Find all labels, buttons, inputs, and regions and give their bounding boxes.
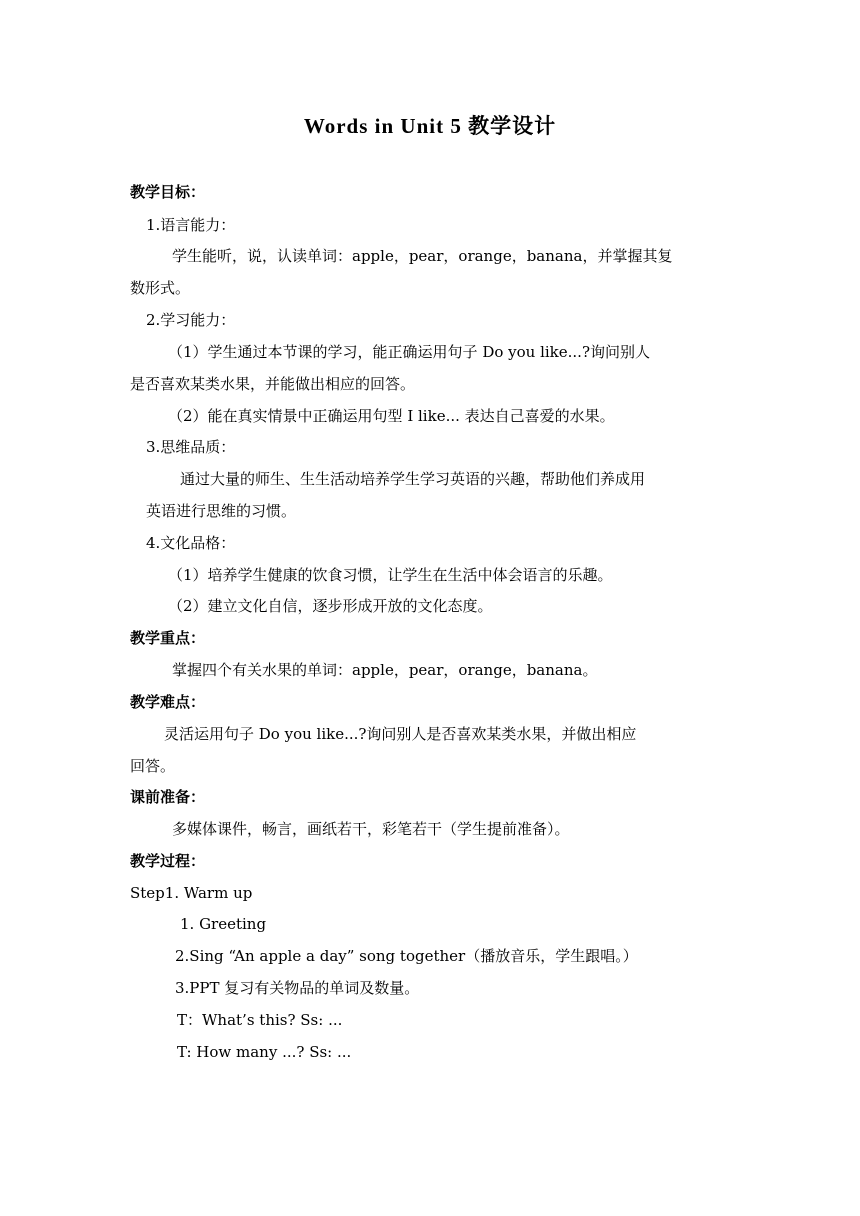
objective-2-p2: （2）能在真实情景中正确运用句型 I like... 表达自己喜爱的水果。 xyxy=(168,407,615,425)
preparation-heading: 课前准备： xyxy=(130,788,206,806)
process-step1-ppt-review: 3.PPT 复习有关物品的单词及数量。 xyxy=(175,979,420,997)
process-step1-greeting: 1. Greeting xyxy=(180,915,267,933)
process-heading: 教学过程： xyxy=(130,852,206,870)
objective-2-p1-line1: （1）学生通过本节课的学习，能正确运用句子 Do you like...?询问别人 xyxy=(168,343,650,361)
objective-4-p2: （2）建立文化自信，逐步形成开放的文化态度。 xyxy=(168,597,493,615)
objective-3-text-line1: 通过大量的师生、生生活动培养学生学习英语的兴趣，帮助他们养成用 xyxy=(180,470,646,488)
key-points-heading: 教学重点： xyxy=(130,629,206,647)
document-title: Words in Unit 5 教学设计 xyxy=(303,114,557,138)
objective-3-text-line2: 英语进行思维的习惯。 xyxy=(146,502,297,520)
objective-2-p1-line2: 是否喜欢某类水果，并能做出相应的回答。 xyxy=(130,375,416,393)
objective-3-label: 3.思维品质： xyxy=(146,438,236,456)
difficulties-heading: 教学难点： xyxy=(130,693,206,711)
objective-4-p1: （1）培养学生健康的饮食习惯，让学生在生活中体会语言的乐趣。 xyxy=(168,566,613,584)
objective-1-label: 1.语言能力： xyxy=(146,216,236,234)
process-step1: Step1. Warm up xyxy=(130,884,253,902)
preparation-text: 多媒体课件，畅言，画纸若干，彩笔若干（学生提前准备）。 xyxy=(172,820,570,838)
difficulties-text-line2: 回答。 xyxy=(130,757,176,775)
key-points-text: 掌握四个有关水果的单词：apple，pear，orange，banana。 xyxy=(172,661,598,679)
objective-1-text-line2: 数形式。 xyxy=(130,279,191,297)
objective-1-text-line1: 学生能听，说，认读单词：apple，pear，orange，banana，并掌握其复 xyxy=(172,247,673,265)
process-dialogue-1: T：What’s this? Ss: ... xyxy=(177,1011,343,1029)
process-step1-sing: 2.Sing “An apple a day” song together（播放音乐，学生跟唱。） xyxy=(175,947,638,965)
objectives-heading: 教学目标： xyxy=(130,183,206,201)
objective-4-label: 4.文化品格： xyxy=(146,534,236,552)
process-dialogue-2: T: How many ...? Ss: ... xyxy=(177,1043,352,1061)
objective-2-label: 2.学习能力： xyxy=(146,311,236,329)
difficulties-text-line1: 灵活运用句子 Do you like...?询问别人是否喜欢某类水果，并做出相应 xyxy=(164,725,637,743)
